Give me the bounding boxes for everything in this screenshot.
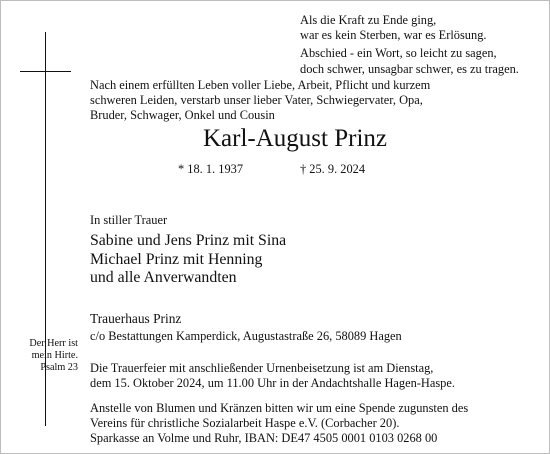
mourner-line: Michael Prinz mit Henning <box>90 250 263 268</box>
psalm-line: mein Hirte. <box>31 350 78 362</box>
poem-line: war es kein Sterben, war es Erlösung. <box>300 28 487 43</box>
intro-line: schweren Leiden, verstarb unser lieber Vater, Schwiegervater, Opa, <box>90 93 423 108</box>
intro-text <box>90 78 430 124</box>
ceremony-info <box>90 361 455 391</box>
donation-line: Sparkasse an Volme und Ruhr, IBAN: DE47 4505 0001 0103 0268 00 <box>90 431 438 445</box>
psalm-quote <box>8 338 78 375</box>
deceased-name: Karl-August Prinz <box>203 125 387 152</box>
poem-line: Abschied - ein Wort, so leicht zu sagen, <box>300 46 497 61</box>
donation-info <box>90 401 468 446</box>
psalm-line: Der Herr ist <box>29 338 78 349</box>
funeral-house-address: c/o Bestattungen Kamperdick, Augustastraße 26, 58089 Hagen <box>90 329 402 343</box>
death-date: † 25. 9. 2024 <box>300 162 366 176</box>
mourner-line: und alle Anverwandten <box>90 269 237 286</box>
mourners-list <box>90 232 286 288</box>
mourner-line: Sabine und Jens Prinz mit Sina <box>90 232 287 249</box>
intro-line: Bruder, Schwager, Onkel und Cousin <box>90 108 275 123</box>
cross-icon-horizontal-bar <box>20 71 71 72</box>
ceremony-line: dem 15. Oktober 2024, um 11.00 Uhr in der Andachtshalle Hagen-Haspe. <box>90 376 455 390</box>
funeral-house-title: Trauerhaus Prinz <box>90 311 182 326</box>
ceremony-line: Die Trauerfeier mit anschließender Urnenbeisetzung ist am Dienstag, <box>90 361 434 375</box>
mourning-label: In stiller Trauer <box>90 213 168 227</box>
poem-block <box>300 13 519 77</box>
donation-line: Vereins für christliche Sozialarbeit Haspe e.V. (Corbacher 20). <box>90 416 400 430</box>
psalm-line: Psalm 23 <box>40 362 78 374</box>
poem-line: Als die Kraft zu Ende ging, <box>300 13 437 27</box>
birth-date: * 18. 1. 1937 <box>178 162 244 176</box>
intro-line: Nach einem erfüllten Leben voller Liebe, Arbeit, Pflicht und kurzem <box>90 78 431 92</box>
donation-line: Anstelle von Blumen und Kränzen bitten wir um eine Spende zugunsten des <box>90 401 469 415</box>
poem-line: doch schwer, unsagbar schwer, es zu tragen. <box>300 61 519 76</box>
